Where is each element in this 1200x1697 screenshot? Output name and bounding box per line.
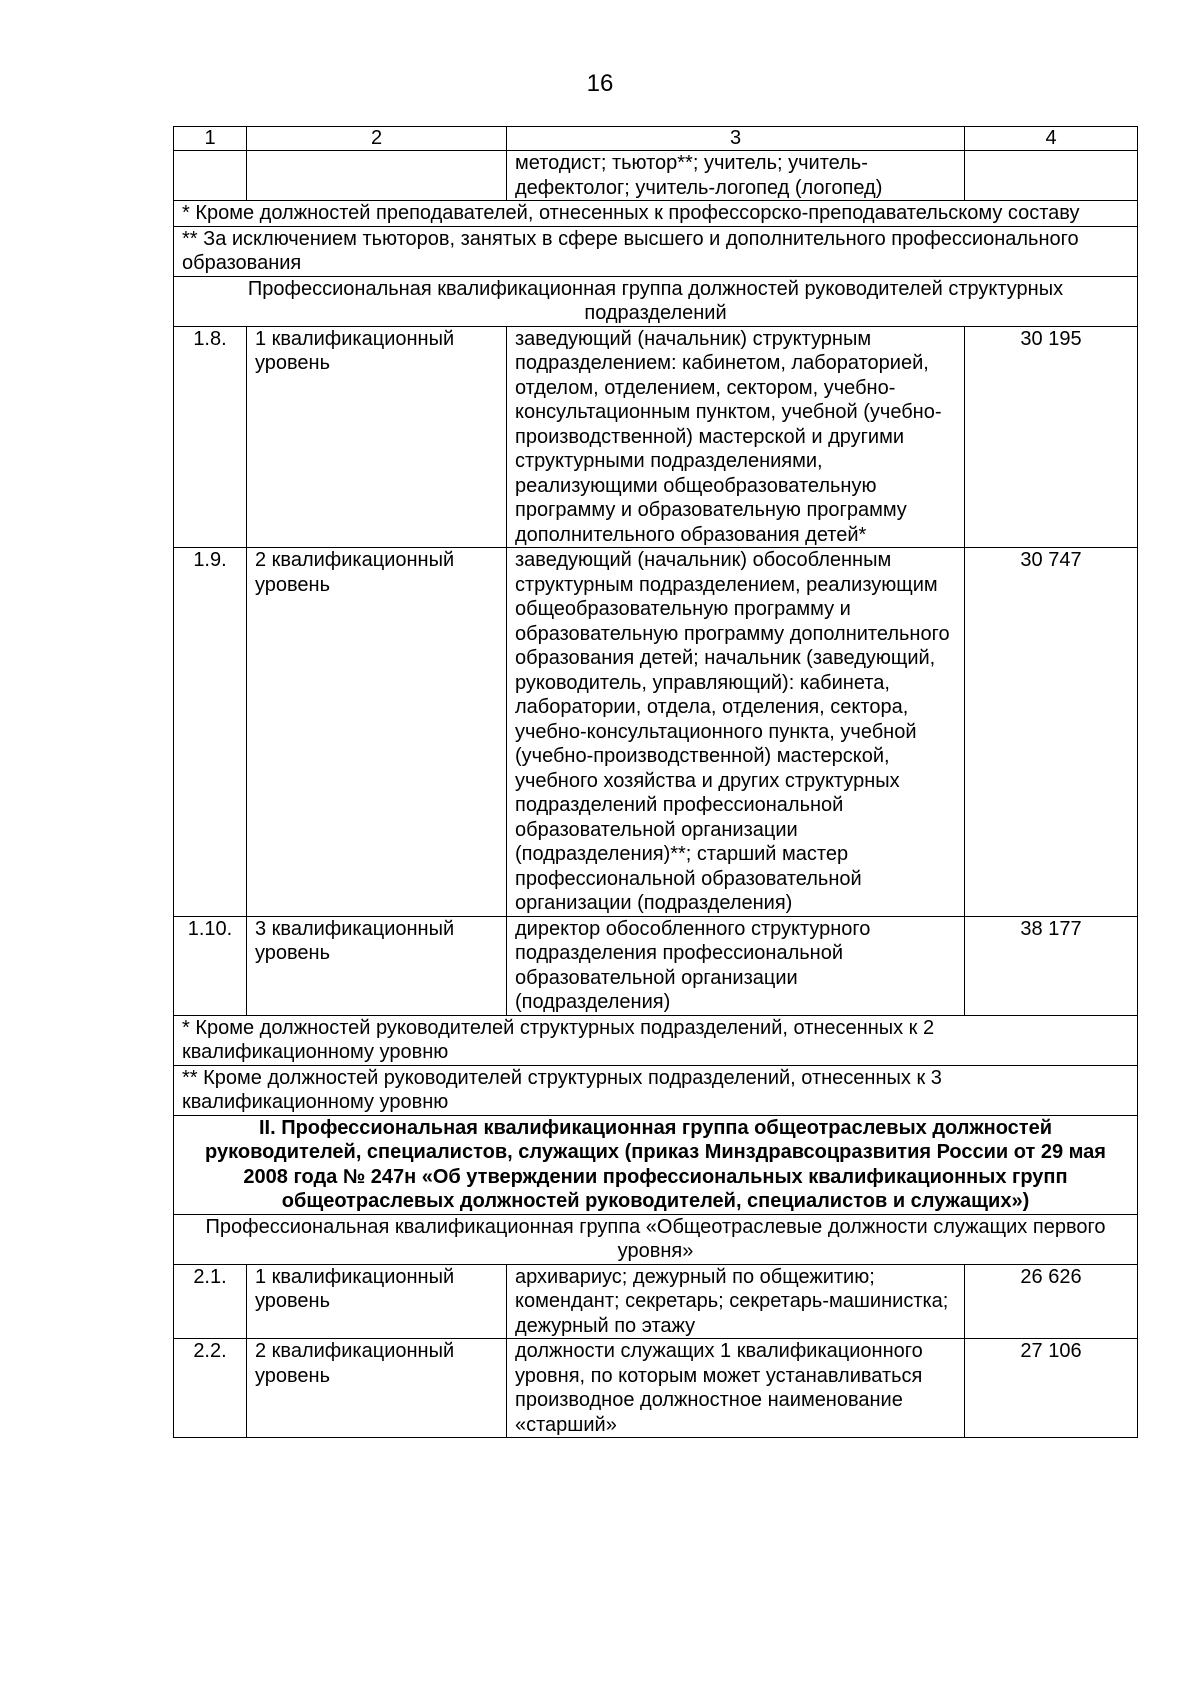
group-heading: Профессиональная квалификационная группа должностей руководителей структурных подразделений [174, 276, 1138, 326]
section-heading-row [174, 1115, 1138, 1214]
row-number: 2.1. [174, 1264, 247, 1339]
table-row [174, 1264, 1138, 1339]
table-body [174, 151, 1138, 1438]
row-number: 1.9. [174, 548, 247, 917]
header-col-3: 3 [507, 127, 965, 151]
position-list: архивариус; дежурный по общежитию; комендант; секретарь; секретарь-машинистка; дежурный по этажу [507, 1264, 965, 1339]
qualification-level: 1 квалификационный уровень [247, 326, 507, 548]
section-heading: II. Профессиональная квалификационная группа общеотраслевых должностей руководителей, специалистов, служащих (приказ Минздравсоцразвития России от 29 мая 2008 года № 247н «Об утверждении профессиональных квалификационных групп общеотраслевых должностей руководителей, специалистов и служащих») [174, 1115, 1138, 1214]
table-row [174, 548, 1138, 917]
group-heading: Профессиональная квалификационная группа «Общеотраслевые должности служащих первого уровня» [174, 1214, 1138, 1264]
table-row [174, 1339, 1138, 1438]
table-row [174, 151, 1138, 201]
salary-value [965, 151, 1138, 201]
footnote-text: ** За исключением тьюторов, занятых в сфере высшего и дополнительного профессионального образования [174, 226, 1138, 276]
salary-value: 30 195 [965, 326, 1138, 548]
qualification-level: 2 квалификационный уровень [247, 1339, 507, 1438]
qualification-level: 2 квалификационный уровень [247, 548, 507, 917]
table-row [174, 916, 1138, 1015]
position-list: заведующий (начальник) структурным подразделением: кабинетом, лабораторией, отделом, отделением, сектором, учебно-консультационным пунктом, учебной (учебно-производственной) мастерской и другими структурными подразделениями, реализующими общеобразовательную программу и образовательную программу дополнительного образования детей* [507, 326, 965, 548]
salary-value: 38 177 [965, 916, 1138, 1015]
group-heading-row [174, 276, 1138, 326]
position-list: методист; тьютор**; учитель; учитель-дефектолог; учитель-логопед (логопед) [507, 151, 965, 201]
qualification-level [247, 151, 507, 201]
salary-value: 27 106 [965, 1339, 1138, 1438]
position-list: директор обособленного структурного подразделения профессиональной образовательной организации (подразделения) [507, 916, 965, 1015]
position-list: заведующий (начальник) обособленным структурным подразделением, реализующим общеобразовательную программу и образовательную программу дополнительного образования детей; начальник (заведующий, руководитель, управляющий): кабинета, лаборатории, отдела, отделения, сектора, учебно-консультационного пункта, учебной (учебно-производственной) мастерской, учебного хозяйства и других структурных подразделений профессиональной образовательной организации (подразделения)**; старший мастер профессиональной образовательной организации (подразделения) [507, 548, 965, 917]
footnote-row [174, 1065, 1138, 1115]
footnote-row [174, 226, 1138, 276]
header-row [174, 127, 1138, 151]
page-number: 16 [586, 70, 614, 97]
table-row [174, 326, 1138, 548]
footnote-text: * Кроме должностей руководителей структурных подразделений, отнесенных к 2 квалификационному уровню [174, 1015, 1138, 1065]
header-col-1: 1 [174, 127, 247, 151]
row-number: 1.10. [174, 916, 247, 1015]
footnote-text: * Кроме должностей преподавателей, отнесенных к профессорско-преподавательскому составу [174, 201, 1138, 227]
header-col-2: 2 [247, 127, 507, 151]
row-number [174, 151, 247, 201]
footnote-text: ** Кроме должностей руководителей структурных подразделений, отнесенных к 3 квалификационному уровню [174, 1065, 1138, 1115]
row-number: 1.8. [174, 326, 247, 548]
footnote-row [174, 201, 1138, 227]
salary-value: 26 626 [965, 1264, 1138, 1339]
qualification-table [173, 126, 1138, 1438]
row-number: 2.2. [174, 1339, 247, 1438]
group-heading-row [174, 1214, 1138, 1264]
footnote-row [174, 1015, 1138, 1065]
qualification-level: 1 квалификационный уровень [247, 1264, 507, 1339]
salary-value: 30 747 [965, 548, 1138, 917]
position-list: должности служащих 1 квалификационного уровня, по которым может устанавливаться производное должностное наименование «старший» [507, 1339, 965, 1438]
qualification-level: 3 квалификационный уровень [247, 916, 507, 1015]
header-col-4: 4 [965, 127, 1138, 151]
